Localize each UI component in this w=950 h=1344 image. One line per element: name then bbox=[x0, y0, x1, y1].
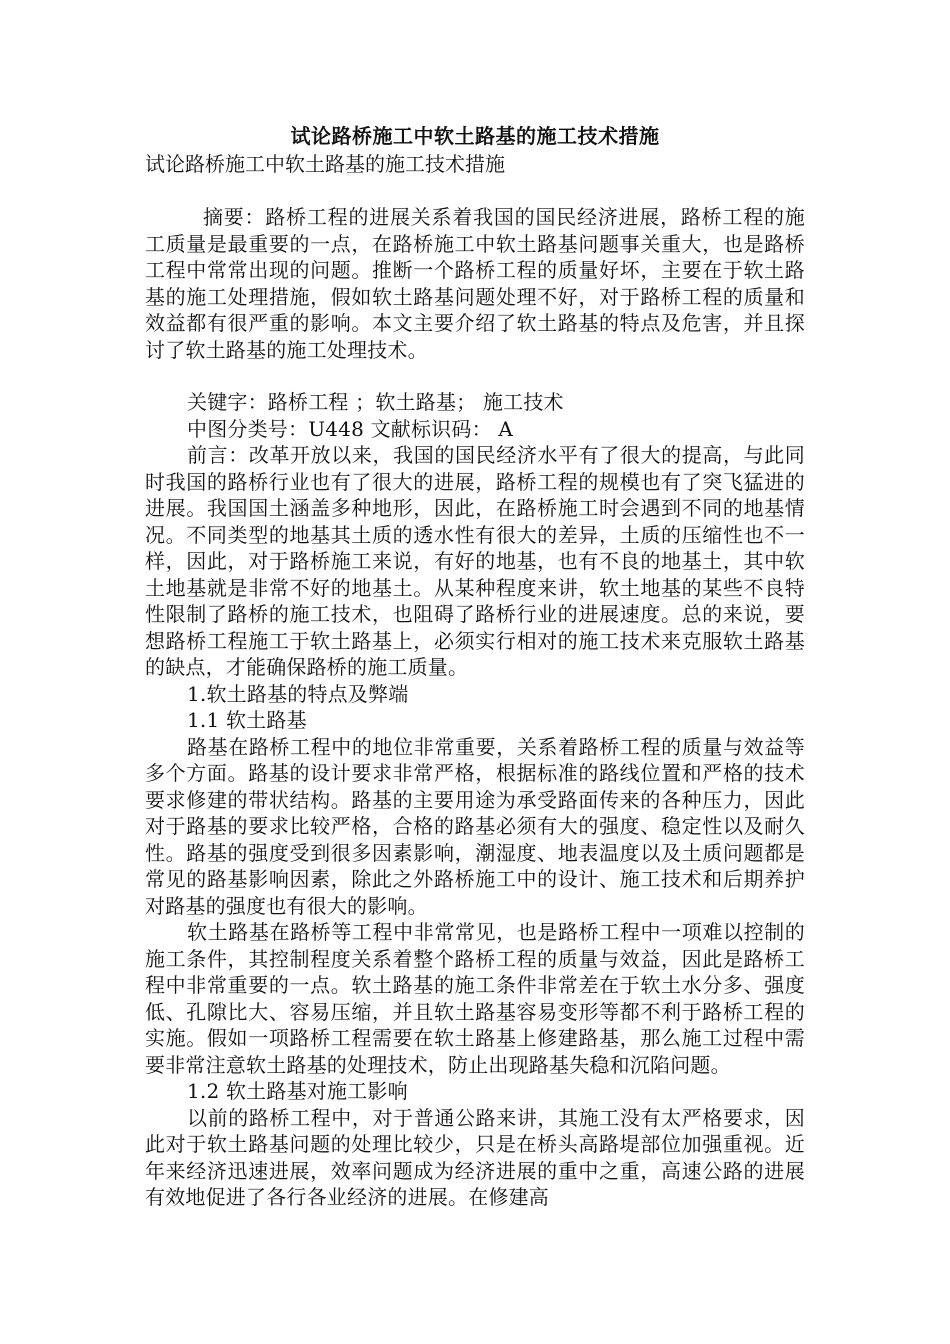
section-1-2-paragraph-1: 以前的路桥工程中，对于普通公路来讲，其施工没有太严格要求，因此对于软土路基问题的处理比较少，只是在桥头高路堤部位加强重视。近年来经济迅速进展，效率问题成为经济进展的重中之重，高速公路的进展有效地促进了各行各业经济的进展。在修建高 bbox=[145, 1105, 805, 1209]
abstract-paragraph: 摘要：路桥工程的进展关系着我国的国民经济进展，路桥工程的施工质量是最重要的一点，在路桥施工中软土路基问题事关重大，也是路桥工程中常常出现的问题。推断一个路桥工程的质量好坏，主要在于软土路基的施工处理措施，假如软土路基问题处理不好，对于路桥工程的质量和效益都有很严重的影响。本文主要介绍了软土路基的特点及危害，并且探讨了软土路基的施工处理技术。 bbox=[145, 205, 805, 362]
section-1-1-paragraph-2: 软土路基在路桥等工程中非常常见，也是路桥工程中一项难以控制的施工条件，其控制程度关系着整个路桥工程的质量与效益，因此是路桥工程中非常重要的一点。软土路基的施工条件非常差在于软土水分多、强度低、孔隙比大、容易压缩，并且软土路基容易变形等都不利于路桥工程的实施。假如一项路桥工程需要在软土路基上修建路基，那么施工过程中需要非常注意软土路基的处理技术，防止出现路基失稳和沉陷问题。 bbox=[145, 920, 805, 1077]
section-1-1-heading: 1.1 软土路基 bbox=[187, 708, 307, 732]
document-body bbox=[145, 122, 805, 1211]
keywords-line: 关键字：路桥工程 ；软土路基； 施工技术 bbox=[187, 390, 564, 414]
document-title: 试论路桥施工中软土路基的施工技术措施 bbox=[290, 124, 660, 148]
intro-paragraph: 前言：改革开放以来，我国的国民经济水平有了很大的提高，与此同时我国的路桥行业也有了很大的进展，路桥工程的规模也有了突飞猛进的进展。我国国土涵盖多种地形，因此，在路桥施工时会遇到不同的地基情况。不同类型的地基其土质的透水性有很大的差异，土质的压缩性也不一样，因此，对于路桥施工来说，有好的地基，也有不良的地基土，其中软土地基就是非常不好的地基土。从某种程度来讲，软土地基的某些不良特性限制了路桥的施工技术，也阻碍了路桥行业的进展速度。总的来说，要想路桥工程施工于软土路基上，必须实行相对的施工技术来克服软土路基的缺点，才能确保路桥的施工质量。 bbox=[145, 443, 805, 679]
classification-line: 中图分类号：U448 文献标识码： A bbox=[187, 416, 513, 441]
section-1-1-paragraph-1: 路基在路桥工程中的地位非常重要，关系着路桥工程的质量与效益等多个方面。路基的设计要求非常严格，根据标准的路线位置和严格的技术要求修建的带状结构。路基的主要用途为承受路面传来的各种压力，因此对于路基的要求比较严格，合格的路基必须有大的强度、稳定性以及耐久性。路基的强度受到很多因素影响，潮湿度、地表温度以及土质问题都是常见的路基影响因素，除此之外路桥施工中的设计、施工技术和后期养护对路基的强度也有很大的影响。 bbox=[145, 734, 805, 918]
section-1-heading: 1.软土路基的特点及弊端 bbox=[187, 681, 409, 706]
document-subtitle: 试论路桥施工中软土路基的施工技术措施 bbox=[145, 152, 505, 176]
section-1-2-heading: 1.2 软土路基对施工影响 bbox=[187, 1079, 408, 1103]
